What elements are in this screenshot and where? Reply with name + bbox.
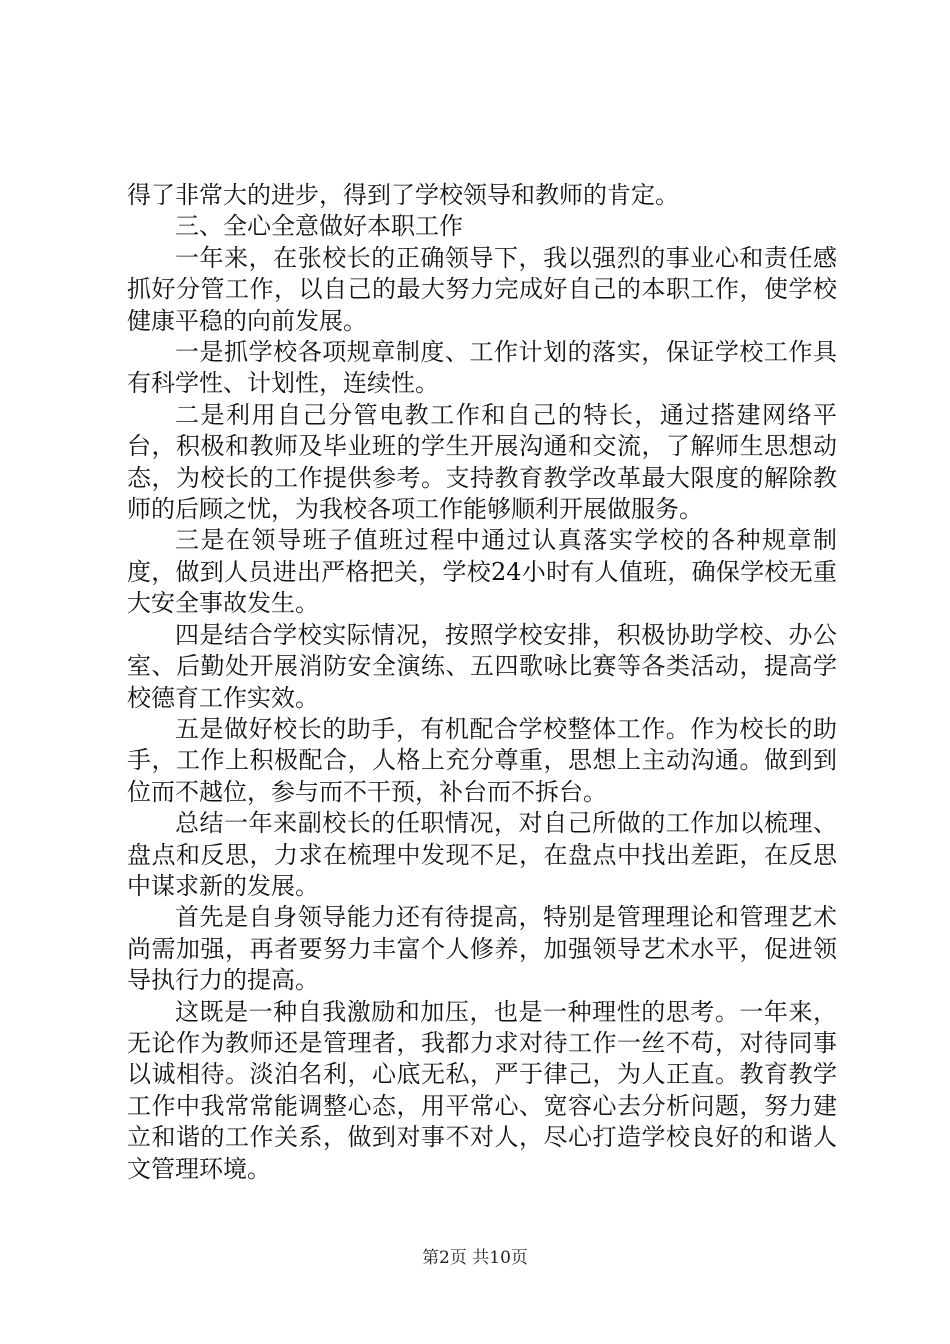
- paragraph-summary: 总结一年来副校长的任职情况，对自己所做的工作加以梳理、盘点和反思，力求在梳理中发现不足，在盘点中找出差距，在反思中谋求新的发展。: [127, 809, 837, 900]
- paragraph-item-4: 四是结合学校实际情况，按照学校安排，积极协助学校、办公室、后勤处开展消防安全演练、五四歌咏比赛等各类活动，提高学校德育工作实效。: [127, 620, 837, 712]
- paragraph-item-3: 三是在领导班子值班过程中通过认真落实学校的各种规章制度，做到人员进出严格把关，学校24小时有人值班，确保学校无重大安全事故发生。: [127, 526, 837, 618]
- paragraph-item-2: 二是利用自己分管电教工作和自己的特长，通过搭建网络平台，积极和教师及毕业班的学生开展沟通和交流，了解师生思想动态，为校长的工作提供参考。支持教育教学改革最大限度的解除教师的后顾之忧，为我校各项工作能够顺利开展做服务。: [127, 400, 837, 524]
- section-heading: 三、全心全意做好本职工作: [175, 212, 463, 241]
- page-footer: 第2页 共10页: [422, 1248, 528, 1268]
- paragraph-item-1: 一是抓学校各项规章制度、工作计划的落实，保证学校工作具有科学性、计划性，连续性。: [127, 338, 837, 398]
- paragraph-continuation: 得了非常大的进步，得到了学校领导和教师的肯定。: [127, 181, 679, 209]
- paragraph-intro: 一年来，在张校长的正确领导下，我以强烈的事业心和责任感抓好分管工作，以自己的最大努力完成好自己的本职工作，使学校健康平稳的向前发展。: [127, 243, 837, 335]
- paragraph-item-5: 五是做好校长的助手，有机配合学校整体工作。作为校长的助手，工作上积极配合，人格上充分尊重，思想上主动沟通。做到到位而不越位，参与而不干预，补台而不拆台。: [127, 714, 837, 806]
- paragraph-reflection: 这既是一种自我激励和加压，也是一种理性的思考。一年来，无论作为教师还是管理者，我都力求对待工作一丝不苟，对待同事以诚相待。淡泊名利，心底无私，严于律己，为人正直。教育教学工作中我常常能调整心态，用平常心、宽容心去分析问题，努力建立和谐的工作关系，做到对事不对人，尽心打造学校良好的和谐人文管理环境。: [127, 997, 837, 1183]
- document-body: [127, 180, 837, 1185]
- paragraph-shortcomings: 首先是自身领导能力还有待提高，特别是管理理论和管理艺术尚需加强，再者要努力丰富个人修养，加强领导艺术水平，促进领导执行力的提高。: [127, 903, 837, 995]
